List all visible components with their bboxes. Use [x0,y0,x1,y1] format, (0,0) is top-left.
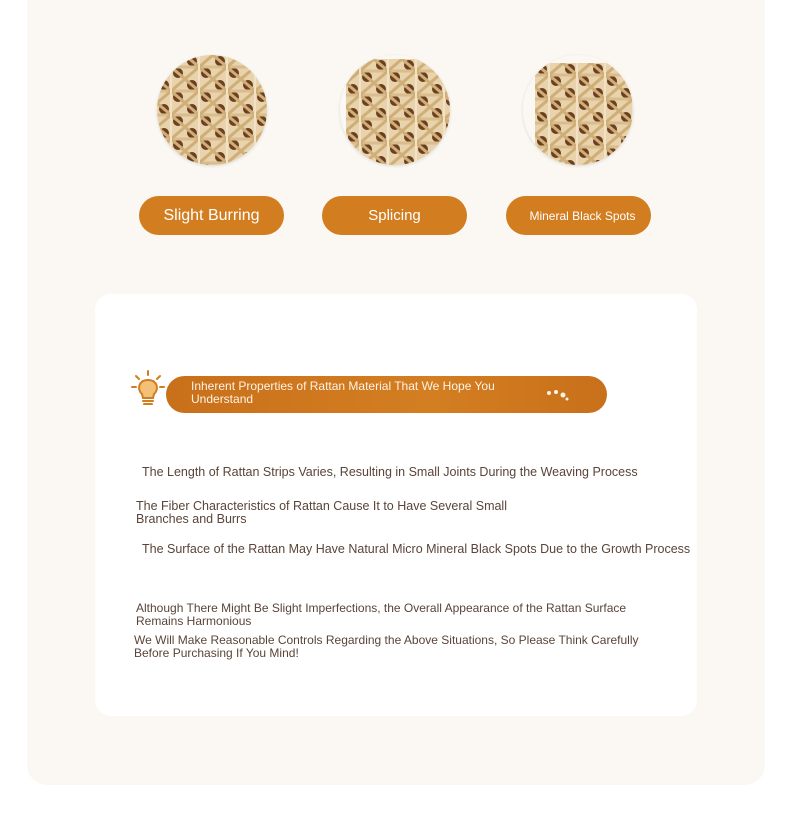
rattan-weave-image [340,55,450,165]
notice-point: The Fiber Characteristics of Rattan Cause It to Have Several Small Branches and Burrs [136,499,507,526]
rattan-swatch-burring [157,55,267,165]
defect-label-splicing: Splicing [322,196,467,235]
lightbulb-icon [131,370,165,408]
notice-summary: Although There Might Be Slight Imperfections, the Overall Appearance of the Rattan Surface Remains Harmonious [136,601,627,628]
defect-label-black-spots: Mineral Black Spots [506,196,651,235]
defect-label-burring: Slight Burring [139,196,284,235]
rattan-weave-image [523,55,633,165]
notice-point: The Surface of the Rattan May Have Natural Micro Mineral Black Spots Due to the Growth Process [142,542,691,556]
notice-title-banner [166,376,607,413]
notice-point: The Length of Rattan Strips Varies, Resulting in Small Joints During the Weaving Process [142,465,638,479]
notice-summary: We Will Make Reasonable Controls Regarding the Above Situations, So Please Think Carefully Before Purchasing If You Mind! [134,633,639,660]
rattan-swatch-splicing [340,55,450,165]
rattan-weave-image [157,55,267,165]
notice-title: Inherent Properties of Rattan Material That We Hope You Understand [191,379,495,406]
rattan-swatch-black-spots [523,55,633,165]
decorative-dots [545,389,573,401]
